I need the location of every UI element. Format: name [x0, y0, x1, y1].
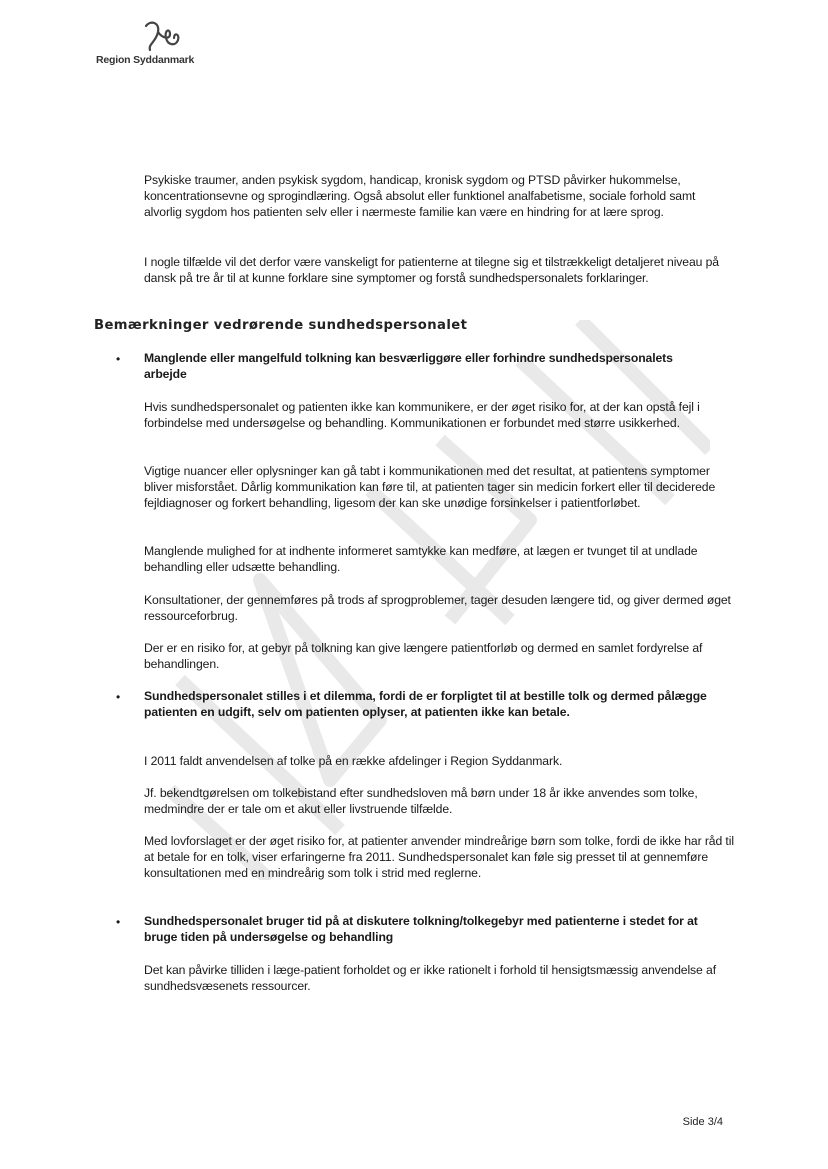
bullet-title-1: Manglende eller mangelfuld tolkning kan besværliggøre eller forhindre sundhedspersonalets arbejde: [144, 351, 673, 382]
item-1-paragraph-2: Vigtige nuancer eller oplysninger kan gå tabt i kommunikationen med det resultat, at patientens symptomer bliver misforstået. Dårlig kommunikation kan føre til, at patienten tager sin medicin forkert eller til deciderede fejldiagnoser og forkert behandling, ligesom der kan ske unødige forsinkelser i patientforløbet.: [144, 464, 716, 511]
item-3-paragraph-1: Det kan påvirke tilliden i læge-patient forholdet og er ikke rationelt i forhold til hensigtsmæssig anvendelse af sundhedsvæsenets ressourcer.: [144, 963, 716, 994]
item-2-paragraph-2: Jf. bekendtgørelsen om tolkebistand efter sundhedsloven må børn under 18 år ikke anvendes som tolke, medmindre der er tale om et akut eller livstruende tilfælde.: [144, 786, 698, 817]
page-number: Side 3/4: [682, 1116, 723, 1128]
logo-text: Region Syddanmark: [96, 54, 195, 66]
bullet-title-3: Sundhedspersonalet bruger tid på at diskutere tolkning/tolkegebyr med patienterne i stedet for at bruge tiden på undersøgelse og behandling: [144, 914, 698, 945]
bullet-marker: •: [116, 690, 121, 704]
bullet-title-2: Sundhedspersonalet stilles i et dilemma, fordi de er forpligtet til at bestille tolk og dermed pålægge patienten en udgift, selv om patienten oplyser, at patienten ikke kan betale.: [144, 689, 707, 720]
item-2-paragraph-1: I 2011 faldt anvendelsen af tolke på en række afdelinger i Region Syddanmark.: [144, 754, 563, 768]
item-1-paragraph-3: Manglende mulighed for at indhente informeret samtykke kan medføre, at lægen er tvunget til at undlade behandling eller udsætte behandling.: [144, 544, 698, 575]
region-logo: [96, 20, 206, 72]
bullet-marker: •: [116, 352, 121, 366]
item-1-paragraph-5: Der er en risiko for, at gebyr på tolkning kan give længere patientforløb og dermed en samlet fordyrelse af behandlingen.: [144, 641, 703, 672]
section-heading: Bemærkninger vedrørende sundhedspersonalet: [94, 318, 468, 333]
intro-paragraph-1: Psykiske traumer, anden psykisk sygdom, handicap, kronisk sygdom og PTSD påvirker hukommelse, koncentrationsevne og sprogindlæring. Også absolut eller funktionel analfabetisme, sociale forhold samt alvorlig sygdom hos patienten selv eller i nærmeste familie kan være en hindring for at lære sprog.: [144, 173, 696, 220]
bullet-marker: •: [116, 915, 121, 929]
item-1-paragraph-4: Konsultationer, der gennemføres på trods af sprogproblemer, tager desuden længere tid, og giver dermed øget ressourceforbrug.: [144, 593, 731, 624]
item-2-paragraph-3: Med lovforslaget er der øget risiko for, at patienter anvender mindreårige børn som tolke, fordi de ikke har råd til at betale for en tolk, viser erfaringerne fra 2011. Sundhedspersonalet kan føle sig presset til at gennemføre konsultationen med en mindreårig som tolk i strid med reglerne.: [144, 834, 734, 881]
item-1-paragraph-1: Hvis sundhedspersonalet og patienten ikke kan kommunikere, er der øget risiko for, at der kan opstå fejl i forbindelse med undersøgelse og behandling. Kommunikationen er forbundet med større usikkerhed.: [144, 400, 700, 431]
logo-swirl-icon: [140, 20, 186, 54]
intro-paragraph-2: I nogle tilfælde vil det derfor være vanskeligt for patienterne at tilegne sig et tilstrækkeligt detaljeret niveau på dansk på tre år til at kunne forklare sine symptomer og forstå sundhedspersonalets forklaringer.: [144, 255, 719, 286]
